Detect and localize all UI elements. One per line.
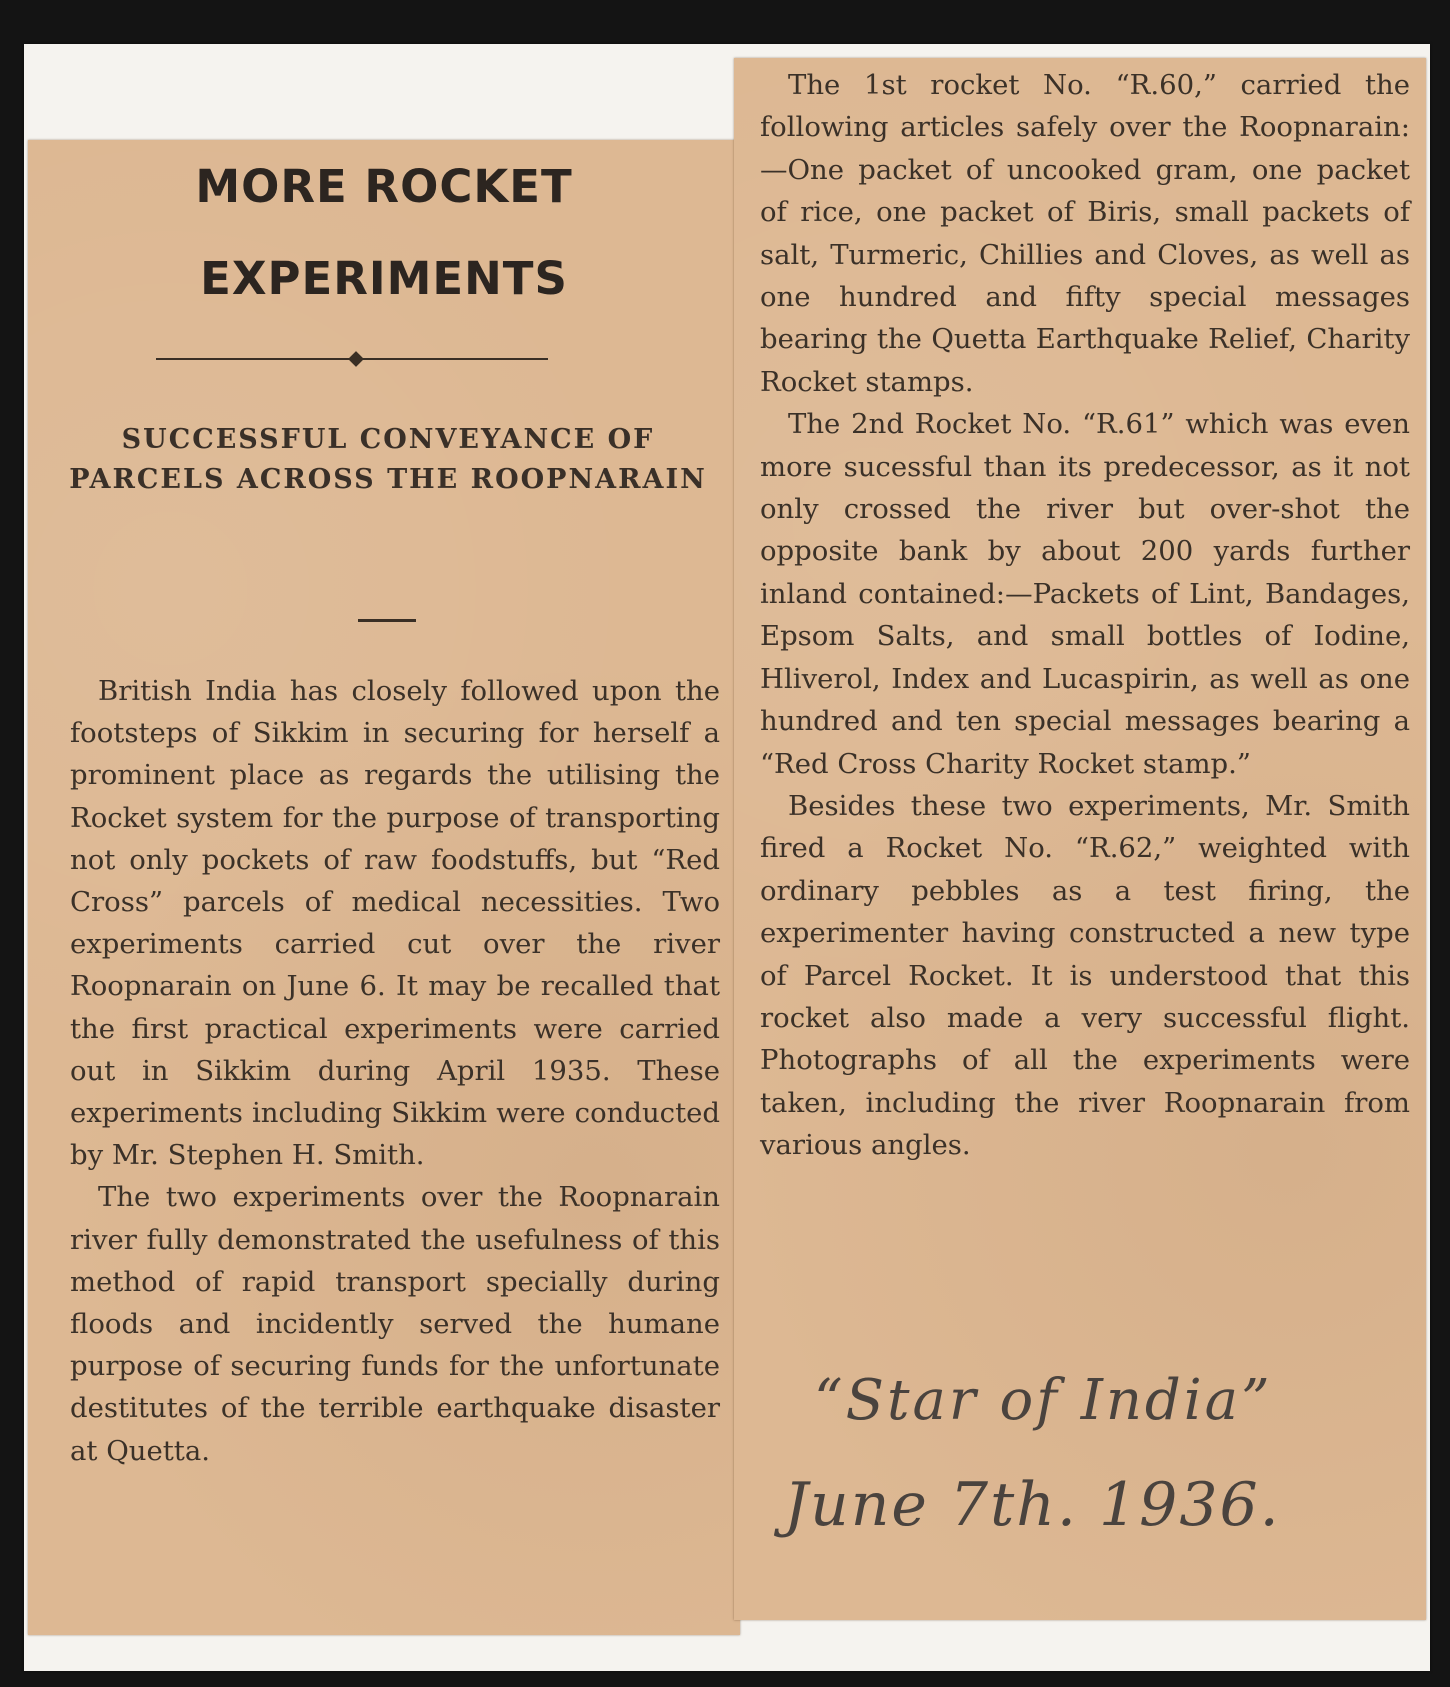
clipping-right-column (734, 58, 1426, 1620)
rule-ornament (348, 351, 364, 367)
handwritten-source: “Star of India” (814, 1368, 1273, 1433)
article-paragraph: The two experiments over the Roopnarain river fully demonstrated the usefulness of this method of rapid transport specially during floods and incidently served the humane purpose of securing funds for the unfortunate destitutes of the terrible earthquake disaster at Quetta. (70, 1181, 720, 1467)
left-article-body (70, 670, 720, 1472)
article-paragraph: The 2nd Rocket No. “R.61” which was even more sucessful than its predecessor, as it not only crossed the river but over-shot the opposite bank by about 200 yards further inland contained:—Packets of Lint, Bandages, Epsom Salts, and small bottles of Iodine, Hliverol, Index and Lucaspirin, as well as one hundred and ten special messages bearing a “Red Cross Charity Rocket stamp.” (760, 408, 1410, 780)
article-paragraph: Besides these two experiments, Mr. Smith fired a Rocket No. “R.62,” weighted with ordinary pebbles as a test firing, the experimenter having constructed a new type of Parcel Rocket. It is understood that this rocket also made a very successful flight. Photographs of all the experiments were taken, including the river Roopnarain from various angles. (760, 789, 1410, 1162)
headline-line-1: MORE ROCKET (195, 160, 573, 213)
short-divider (358, 619, 416, 622)
subheadline: SUCCESSFUL CONVEYANCE OF PARCELS ACROSS THE ROOPNARAIN (69, 424, 707, 495)
article-paragraph: The 1st rocket No. “R.60,” carried the following articles safely over the Roopnarain:—One packet of uncooked gram, one packet of rice, one packet of Biris, small packets of salt, Turmeric, Chillies and Cloves, as well as one hundred and fifty special messages bearing the Quetta Earthquake Relief, Charity Rocket stamps. (760, 69, 1410, 398)
article-paragraph: British India has closely followed upon the footsteps of Sikkim in securing for herself a prominent place as regards the utilising the Rocket system for the purpose of transporting not only pockets of raw foodstuffs, but “Red Cross” parcels of medical necessities. Two experiments carried cut over the river Roopnarain on June 6. It may be recalled that the first practical experiments were carried out in Sikkim during April 1935. These experiments including Sikkim were conducted by Mr. Stephen H. Smith. (70, 675, 720, 1172)
clipping-left-column (28, 140, 740, 1635)
headline-line-2: EXPERIMENTS (200, 252, 568, 305)
handwritten-date: June 7th. 1936. (784, 1470, 1281, 1540)
right-article-body (760, 64, 1410, 1167)
